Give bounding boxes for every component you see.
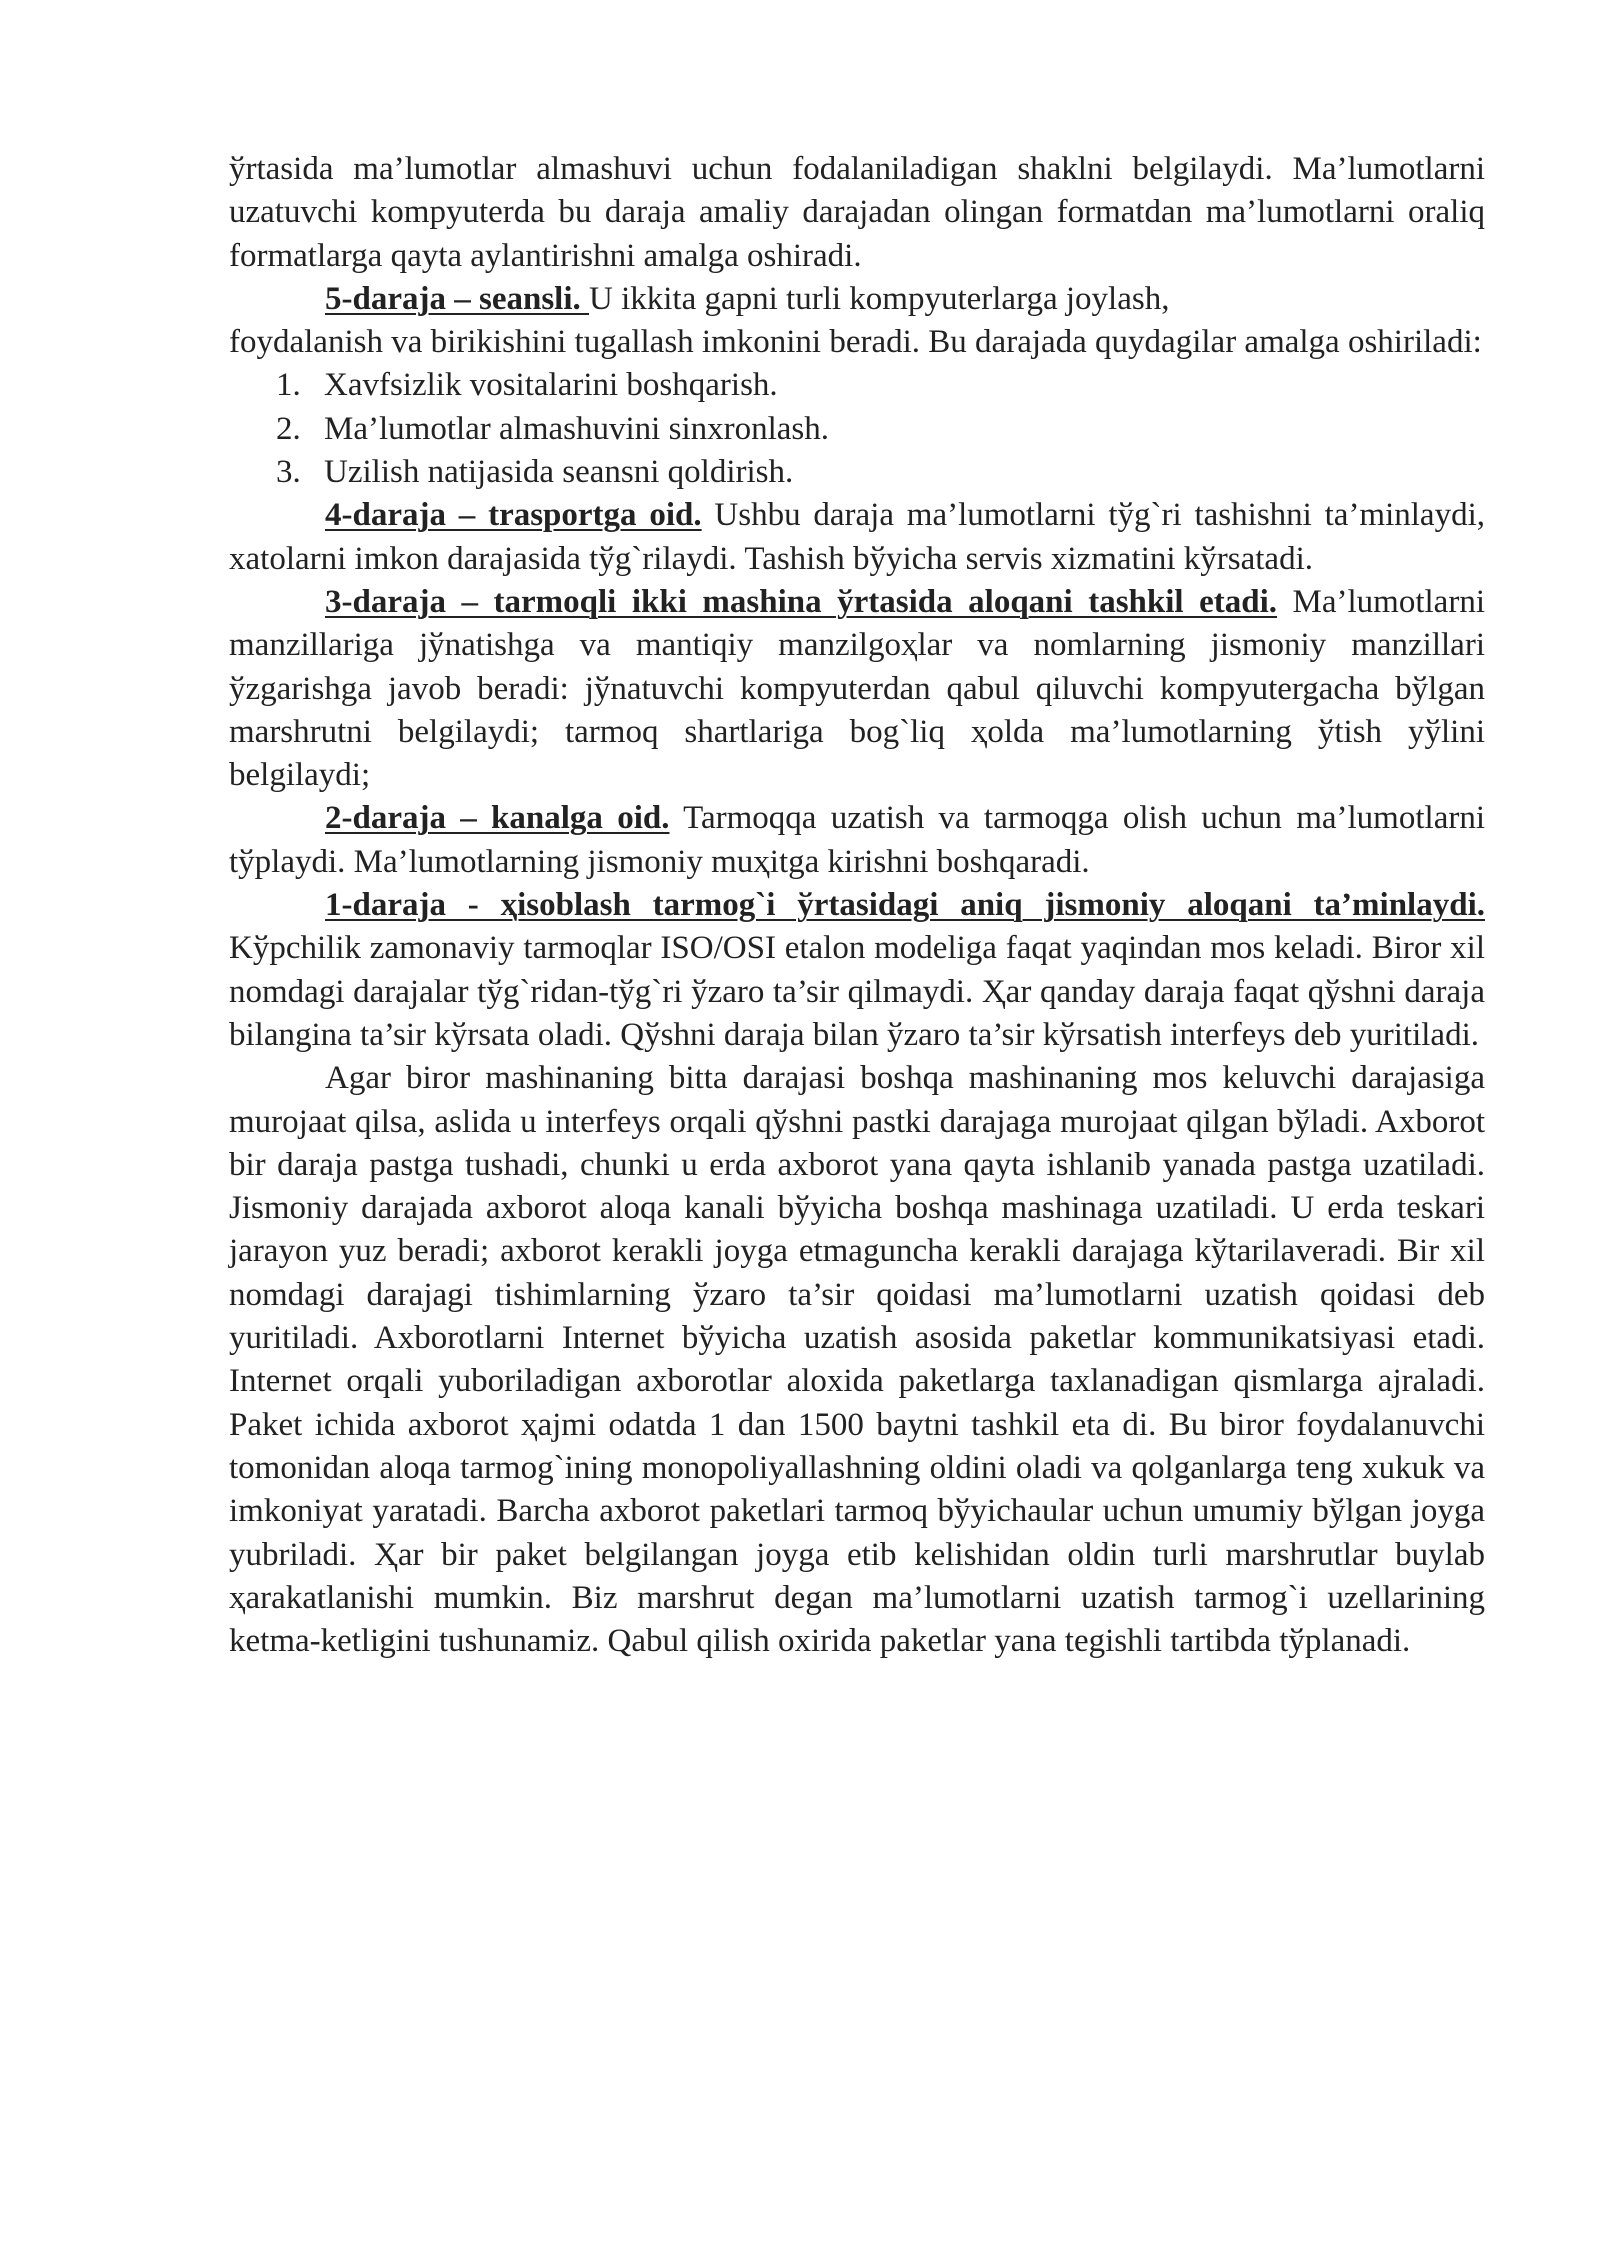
heading-level2: 2-daraja – kanalga oid. xyxy=(325,800,670,837)
heading-level4: 4-daraja – trasportga oid. xyxy=(325,497,702,534)
level4-text: Ushbu daraja ma’lumotlarni tўg`ri tashishni ta’minlaydi, xatolarni imkon darajasida tўg`rilaydi. Tashish bўyicha servis xizmatini kўrsatadi. xyxy=(229,497,1486,577)
list-item-number: 2. xyxy=(276,410,301,447)
paragraph-level5-line1 xyxy=(229,278,1485,321)
list-item-number: 3. xyxy=(276,454,301,491)
list-item xyxy=(229,451,1485,494)
list-item xyxy=(229,364,1485,407)
level2-text: Tarmoqqa uzatish va tarmoqga olish uchun ma’lumotlarni tўplaydi. Ma’lumotlarning jismoniy muҳitga kirishni boshqaradi. xyxy=(229,800,1485,880)
level3-text: Ma’lumotlarni manzillariga jўnatishga va mantiqiy manzilgoҳlar va nomlarning jismoniy manzillari ўzgarishga javob beradi: jўnatuvchi kompyuterdan qabul qiluvchi kompyutergacha bўlgan marshrutni belgilaydi; tarmoq shartlariga bog`liq ҳolda ma’lumotlarning ўtish yўlini belgilaydi; xyxy=(229,583,1485,794)
list-item-text: Ma’lumotlar almashuvini sinxronlash. xyxy=(324,410,830,447)
list-item-text: Xavfsizlik vositalarini boshqarish. xyxy=(324,367,778,404)
paragraph-final: Agar biror mashinaning bitta darajasi boshqa mashinaning mos keluvchi darajasiga murojaat qilsa, aslida u interfeys orqali qўshni pastki darajaga murojaat qilgan bўladi. Axborot bir daraja pastga tushadi, chunki u erda axborot yana qayta ishlanib yanada pastga uzatiladi. Jismoniy darajada axborot aloqa kanali bўyicha boshqa mashinaga uzatiladi. U erda teskari jarayon yuz beradi; axborot kerakli joyga etmaguncha kerakli darajaga kўtarilaveradi. Bir xil nomdagi darajagi tishimlarning ўzaro ta’sir qoidasi ma’lumotlarni uzatish qoidasi deb yuritiladi. Axborotlarni Internet bўyicha uzatish asosida paketlar kommunikatsiyasi etadi. Internet orqali yuboriladigan axborotlar aloxida paketlarga taxlanadigan qismlarga ajraladi. Paket ichida axborot ҳajmi odatda 1 dan 1500 baytni tashkil eta di. Bu biror foydalanuvchi tomonidan aloqa tarmog`ining monopoliyallashning oldini oladi va qolganlarga teng xukuk va imkoniyat yaratadi. Barcha axborot paketlari tarmoq bўyichaular uchun umumiy bўlgan joyga yubriladi. Ҳar bir paket belgilangan joyga etib kelishidan oldin turli marshrutlar buylab ҳarakatlanishi mumkin. Biz marshrut degan ma’lumotlarni uzatish tarmog`i uzellarining ketma-ketligini tushunamiz. Qabul qilish oxirida paketlar yana tegishli tartibda tўplanadi. xyxy=(229,1060,1485,1660)
level1-text: Kўpchilik zamonaviy tarmoqlar ISO/OSI etalon modeliga faqat yaqindan mos keladi. Biror xil nomdagi darajalar tўg`ridan-tўg`ri ўzaro ta’sir qilmaydi. Ҳar qanday daraja faqat qўshni daraja bilangina ta’sir kўrsata oladi. Qўshni daraja bilan ўzaro ta’sir kўrsatish interfeys deb yuritiladi. xyxy=(229,930,1485,1053)
paragraph-level4 xyxy=(229,494,1485,581)
heading-level1: 1-daraja - ҳisoblash tarmog`i ўrtasidagi aniq jismoniy aloqani ta’minlaydi. xyxy=(325,887,1485,924)
paragraph-level3 xyxy=(229,581,1485,797)
list-item xyxy=(229,408,1485,451)
paragraph-level5-line2: foydalanish va birikishini tugallash imkonini beradi. Bu darajada quydagilar amalga oshiriladi: xyxy=(229,324,1482,361)
document-page xyxy=(229,148,1485,1663)
numbered-list xyxy=(229,364,1485,494)
heading-level3: 3-daraja – tarmoqli ikki mashina ўrtasida aloqani tashkil etadi. xyxy=(325,583,1278,620)
list-item-number: 1. xyxy=(276,367,301,404)
paragraph-intro: ўrtasida ma’lumotlar almashuvi uchun fodalaniladigan shaklni belgilaydi. Ma’lumotlarni uzatuvchi kompyuterda bu daraja amaliy darajadan olingan formatdan ma’lumotlarni oraliq formatlarga qayta aylantirishni amalga oshiradi. xyxy=(229,151,1485,274)
level5-text1: U ikkita gapni turli kompyuterlarga joylash, xyxy=(589,280,1170,317)
paragraph-level2 xyxy=(229,797,1485,884)
list-item-text: Uzilish natijasida seansni qoldirish. xyxy=(324,454,794,491)
heading-level5: 5-daraja – seansli. xyxy=(325,280,589,317)
paragraph-level1 xyxy=(229,884,1485,1057)
